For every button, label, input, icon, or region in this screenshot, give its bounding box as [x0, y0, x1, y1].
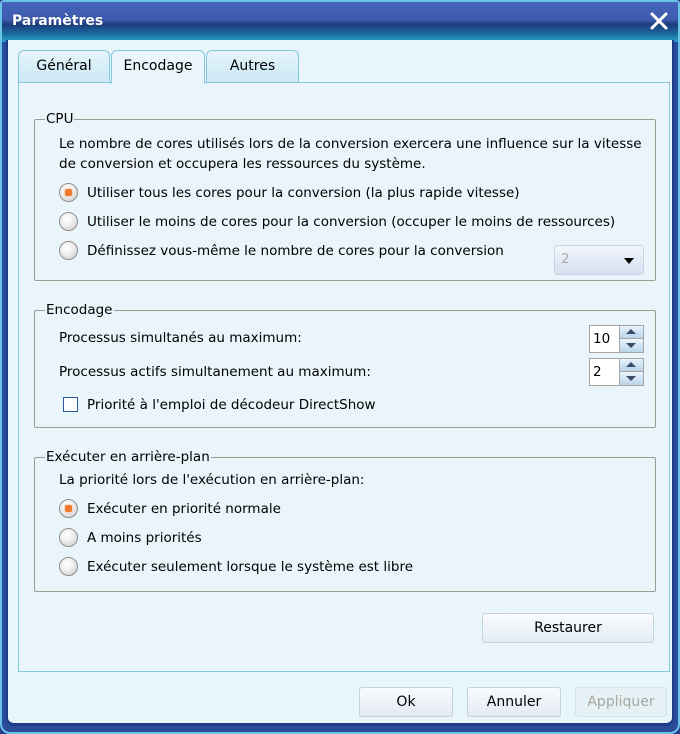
tab-label: Encodage [123, 58, 193, 74]
dialog-client-area [6, 40, 674, 726]
tab-encodage[interactable] [111, 50, 205, 84]
radio-label: Exécuter seulement lorsque le système est libre [87, 559, 413, 575]
radio-label: Exécuter en priorité normale [87, 501, 281, 517]
tab-label: Général [36, 58, 92, 74]
max-active-label: Processus actifs simultanement au maximum: [59, 364, 371, 380]
encodage-legend: Encodage [46, 302, 113, 318]
radio-label: Utiliser le moins de cores pour la conversion (occuper le moins de ressources) [87, 214, 616, 230]
radio-button-checked[interactable] [59, 183, 78, 202]
radio-label: A moins priorités [87, 530, 202, 546]
radio-label: Utiliser tous les cores pour la conversion (la plus rapide vitesse) [87, 185, 520, 201]
window-title: Paramètres [12, 13, 104, 29]
background-prompt: La priorité lors de l'exécution en arrière-plan: [59, 472, 365, 488]
background-legend: Exécuter en arrière-plan [46, 449, 210, 465]
tab-general[interactable] [18, 50, 110, 83]
stepper-buttons [620, 325, 644, 353]
chevron-down-icon [624, 258, 634, 264]
tab-autres[interactable] [206, 50, 299, 83]
cpu-description: Le nombre de cores utilisés lors de la conversion exercera une influence sur la vitesse de conversion et occupera les ressources du système. [59, 136, 642, 172]
radio-button[interactable] [59, 241, 78, 260]
tab-label: Autres [229, 58, 276, 74]
cores-count-dropdown[interactable] [554, 245, 644, 275]
cancel-button[interactable]: Annuler [467, 687, 561, 717]
ok-button[interactable]: Ok [359, 687, 453, 717]
checkbox-label: Priorité à l'emploi de décodeur DirectShow [87, 397, 376, 413]
max-active-input[interactable]: 2 [589, 358, 620, 386]
stepper-buttons [620, 358, 644, 386]
directshow-checkbox[interactable] [63, 397, 78, 412]
radio-button-checked[interactable] [59, 499, 78, 518]
max-processes-input[interactable]: 10 [589, 325, 620, 353]
stepper-down-icon[interactable] [620, 373, 643, 385]
radio-button[interactable] [59, 528, 78, 547]
background-group [34, 449, 656, 592]
radio-button[interactable] [59, 212, 78, 231]
apply-button[interactable]: Appliquer [575, 687, 667, 717]
title-bar[interactable] [2, 2, 678, 42]
radio-button[interactable] [59, 557, 78, 576]
restore-button[interactable]: Restaurer [482, 613, 654, 643]
encodage-group [34, 302, 656, 428]
encodage-tab-panel [18, 82, 670, 672]
radio-label: Définissez vous-même le nombre de cores pour la conversion [87, 243, 504, 259]
dropdown-value: 2 [561, 251, 570, 267]
close-button[interactable] [648, 10, 670, 32]
stepper-down-icon[interactable] [620, 340, 643, 352]
max-processes-stepper[interactable] [589, 325, 645, 353]
cpu-legend: CPU [46, 111, 74, 127]
max-active-stepper[interactable] [589, 358, 645, 386]
stepper-up-icon[interactable] [620, 326, 643, 339]
stepper-up-icon[interactable] [620, 359, 643, 372]
max-processes-label: Processus simultanés au maximum: [59, 330, 302, 346]
close-icon [648, 10, 670, 32]
cpu-group [34, 111, 656, 281]
